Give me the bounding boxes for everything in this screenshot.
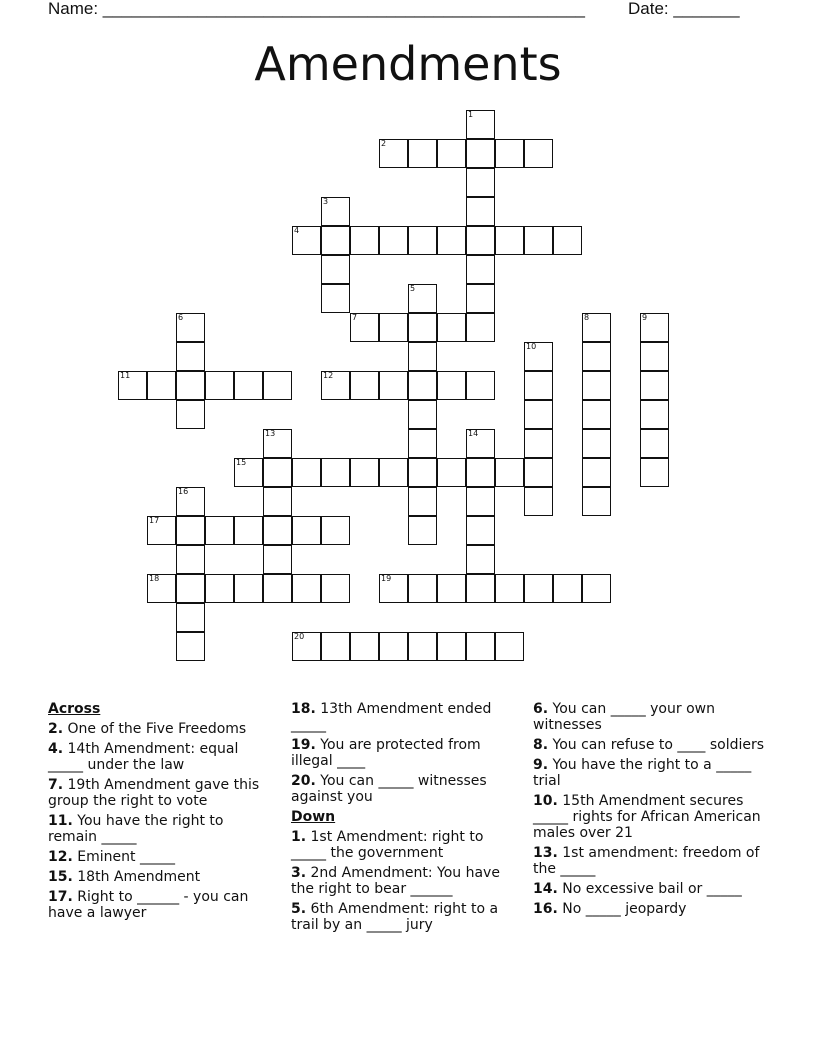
grid-cell[interactable] <box>524 400 553 429</box>
grid-cell[interactable] <box>640 313 669 342</box>
grid-cell[interactable] <box>582 487 611 516</box>
grid-cell[interactable] <box>466 255 495 284</box>
grid-cell[interactable] <box>292 458 321 487</box>
grid-cell[interactable] <box>466 574 495 603</box>
grid-cell[interactable] <box>176 574 205 603</box>
grid-cell[interactable] <box>466 168 495 197</box>
grid-cell[interactable] <box>582 371 611 400</box>
clue-down-3: 3. 2nd Amendment: You have the right to bear ______ <box>291 865 500 897</box>
grid-cell[interactable] <box>292 574 321 603</box>
grid-cell[interactable] <box>466 197 495 226</box>
page-title: Amendments <box>254 37 562 91</box>
grid-cell[interactable] <box>321 458 350 487</box>
clue-across-18: 18. 13th Amendment ended _____ <box>291 701 492 733</box>
grid-cell[interactable] <box>437 574 466 603</box>
clue-down-6: 6. You can _____ your own witnesses <box>533 701 715 733</box>
grid-cell[interactable] <box>466 110 495 139</box>
clue-across-4: 4. 14th Amendment: equal _____ under the law <box>48 741 239 773</box>
grid-cell[interactable] <box>582 429 611 458</box>
clue-down-5: 5. 6th Amendment: right to a trail by an _____ jury <box>291 901 499 933</box>
grid-cell[interactable] <box>350 371 379 400</box>
grid-cell[interactable] <box>524 371 553 400</box>
clue-across-19: 19. You are protected from illegal ____ <box>291 737 481 769</box>
grid-cell[interactable] <box>263 545 292 574</box>
grid-cell[interactable] <box>466 371 495 400</box>
grid-cell[interactable] <box>321 255 350 284</box>
grid-cell[interactable] <box>408 516 437 545</box>
cell-number: 20 <box>294 632 305 641</box>
cell-number: 18 <box>149 574 160 583</box>
grid-cell[interactable] <box>118 371 147 400</box>
grid-cell[interactable] <box>379 632 408 661</box>
grid-cell[interactable] <box>321 197 350 226</box>
grid-cell[interactable] <box>350 226 379 255</box>
grid-cell[interactable] <box>524 429 553 458</box>
clue-down-8: 8. You can refuse to ____ soldiers <box>533 737 765 753</box>
cell-number: 11 <box>120 371 131 380</box>
grid-cell[interactable] <box>379 139 408 168</box>
clues-column-2 <box>291 701 516 937</box>
clue-across-17: 17. Right to ______ - you can have a lawyer <box>48 889 249 921</box>
grid-cell[interactable] <box>553 226 582 255</box>
cell-number: 8 <box>584 313 590 322</box>
cell-number: 12 <box>323 371 334 380</box>
grid-cell[interactable] <box>524 226 553 255</box>
grid-cell[interactable] <box>582 458 611 487</box>
clue-across-15: 15. 18th Amendment <box>48 869 201 885</box>
grid-cell[interactable] <box>582 342 611 371</box>
grid-cell[interactable] <box>466 632 495 661</box>
grid-cell[interactable] <box>408 574 437 603</box>
grid-cell[interactable] <box>437 226 466 255</box>
grid-cell[interactable] <box>263 574 292 603</box>
grid-cell[interactable] <box>176 313 205 342</box>
grid-cell[interactable] <box>234 371 263 400</box>
grid-cell[interactable] <box>379 371 408 400</box>
grid-cell[interactable] <box>263 516 292 545</box>
grid-cell[interactable] <box>321 574 350 603</box>
clues-column-3 <box>533 701 773 921</box>
grid-cell[interactable] <box>408 400 437 429</box>
grid-cell[interactable] <box>234 516 263 545</box>
grid-cell[interactable] <box>263 458 292 487</box>
grid-cell[interactable] <box>437 632 466 661</box>
grid-cell[interactable] <box>640 371 669 400</box>
clue-down-9: 9. You have the right to a _____ trial <box>533 757 752 789</box>
clue-across-12: 12. Eminent _____ <box>48 849 175 865</box>
grid-cell[interactable] <box>350 313 379 342</box>
grid-cell[interactable] <box>205 574 234 603</box>
grid-cell[interactable] <box>495 139 524 168</box>
grid-cell[interactable] <box>437 313 466 342</box>
grid-cell[interactable] <box>466 487 495 516</box>
grid-cell[interactable] <box>524 342 553 371</box>
grid-cell[interactable] <box>524 139 553 168</box>
grid-cell[interactable] <box>408 313 437 342</box>
cell-number: 5 <box>410 284 416 293</box>
grid-cell[interactable] <box>176 371 205 400</box>
grid-cell[interactable] <box>408 487 437 516</box>
grid-cell[interactable] <box>408 226 437 255</box>
grid-cell[interactable] <box>640 458 669 487</box>
cell-number: 15 <box>236 458 247 467</box>
clues-column-1 <box>48 701 276 925</box>
grid-cell[interactable] <box>495 458 524 487</box>
across-heading: Across <box>48 701 101 717</box>
grid-cell[interactable] <box>234 458 263 487</box>
grid-cell[interactable] <box>640 342 669 371</box>
grid-cell[interactable] <box>408 632 437 661</box>
grid-cell[interactable] <box>466 545 495 574</box>
grid-cell[interactable] <box>582 313 611 342</box>
grid-cell[interactable] <box>495 226 524 255</box>
cell-number: 14 <box>468 429 479 438</box>
grid-cell[interactable] <box>524 487 553 516</box>
clue-across-20: 20. You can _____ witnesses against you <box>291 773 487 805</box>
grid-cell[interactable] <box>582 400 611 429</box>
grid-cell[interactable] <box>408 429 437 458</box>
grid-cell[interactable] <box>234 574 263 603</box>
clue-down-1: 1. 1st Amendment: right to _____ the government <box>291 829 484 861</box>
clue-down-10: 10. 15th Amendment secures _____ rights for African American males over 21 <box>533 793 761 841</box>
grid-cell[interactable] <box>321 516 350 545</box>
grid-cell[interactable] <box>321 284 350 313</box>
grid-cell[interactable] <box>321 226 350 255</box>
cell-number: 10 <box>526 342 537 351</box>
cell-number: 2 <box>381 139 387 148</box>
clue-across-7: 7. 19th Amendment gave this group the right to vote <box>48 777 260 809</box>
grid-cell[interactable] <box>147 516 176 545</box>
grid-cell[interactable] <box>524 574 553 603</box>
name-field-label: Name: ___________________________________________________ <box>48 0 585 18</box>
grid-cell[interactable] <box>176 487 205 516</box>
date-field-label: Date: _______ <box>628 0 740 18</box>
grid-cell[interactable] <box>640 400 669 429</box>
grid-cell[interactable] <box>321 632 350 661</box>
grid-cell[interactable] <box>147 574 176 603</box>
grid-cell[interactable] <box>379 226 408 255</box>
grid-cell[interactable] <box>466 458 495 487</box>
grid-cell[interactable] <box>147 371 176 400</box>
grid-cell[interactable] <box>466 139 495 168</box>
cell-number: 7 <box>352 313 358 322</box>
clue-across-11: 11. You have the right to remain _____ <box>48 813 224 845</box>
grid-cell[interactable] <box>292 226 321 255</box>
grid-cell[interactable] <box>176 400 205 429</box>
grid-cell[interactable] <box>350 632 379 661</box>
grid-cell[interactable] <box>176 516 205 545</box>
grid-cell[interactable] <box>466 429 495 458</box>
grid-cell[interactable] <box>176 603 205 632</box>
clue-down-16: 16. No _____ jeopardy <box>533 901 687 917</box>
down-heading: Down <box>291 809 336 825</box>
grid-cell[interactable] <box>263 487 292 516</box>
grid-cell[interactable] <box>437 371 466 400</box>
grid-cell[interactable] <box>437 458 466 487</box>
grid-cell[interactable] <box>379 458 408 487</box>
grid-cell[interactable] <box>553 574 582 603</box>
grid-cell[interactable] <box>466 226 495 255</box>
clue-down-13: 13. 1st amendment: freedom of the _____ <box>533 845 760 877</box>
grid-cell[interactable] <box>379 313 408 342</box>
grid-cell[interactable] <box>466 284 495 313</box>
grid-cell[interactable] <box>176 632 205 661</box>
cell-number: 6 <box>178 313 184 322</box>
grid-cell[interactable] <box>408 284 437 313</box>
grid-cell[interactable] <box>408 458 437 487</box>
grid-cell[interactable] <box>263 371 292 400</box>
grid-cell[interactable] <box>408 371 437 400</box>
grid-cell[interactable] <box>292 632 321 661</box>
grid-cell[interactable] <box>466 516 495 545</box>
grid-cell[interactable] <box>582 574 611 603</box>
grid-cell[interactable] <box>408 139 437 168</box>
cell-number: 16 <box>178 487 189 496</box>
cell-number: 1 <box>468 110 474 119</box>
grid-cell[interactable] <box>640 429 669 458</box>
grid-cell[interactable] <box>205 371 234 400</box>
grid-cell[interactable] <box>466 313 495 342</box>
grid-cell[interactable] <box>524 458 553 487</box>
grid-cell[interactable] <box>379 574 408 603</box>
grid-cell[interactable] <box>176 342 205 371</box>
grid-cell[interactable] <box>321 371 350 400</box>
grid-cell[interactable] <box>350 458 379 487</box>
clue-down-14: 14. No excessive bail or _____ <box>533 881 742 897</box>
grid-cell[interactable] <box>495 632 524 661</box>
grid-cell[interactable] <box>205 516 234 545</box>
clue-across-2: 2. One of the Five Freedoms <box>48 721 247 737</box>
grid-cell[interactable] <box>263 429 292 458</box>
grid-cell[interactable] <box>292 516 321 545</box>
cell-number: 9 <box>642 313 648 322</box>
cell-number: 19 <box>381 574 392 583</box>
grid-cell[interactable] <box>495 574 524 603</box>
grid-cell[interactable] <box>176 545 205 574</box>
grid-cell[interactable] <box>408 342 437 371</box>
cell-number: 3 <box>323 197 329 206</box>
grid-cell[interactable] <box>437 139 466 168</box>
cell-number: 17 <box>149 516 160 525</box>
cell-number: 4 <box>294 226 300 235</box>
cell-number: 13 <box>265 429 276 438</box>
